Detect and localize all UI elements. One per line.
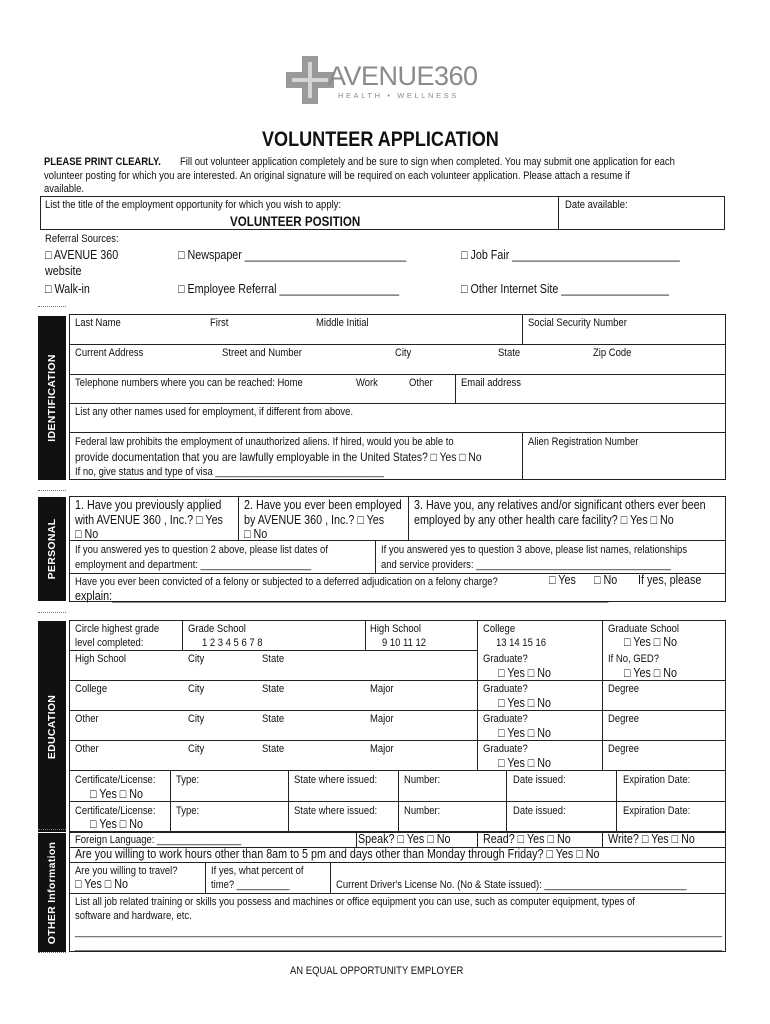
cert-1-state[interactable]: State where issued:	[294, 774, 378, 786]
q1-no-checkbox[interactable]: □ No	[75, 527, 99, 541]
zip-label: Zip Code	[593, 347, 632, 359]
high-school-numbers[interactable]: 9 10 11 12	[382, 637, 427, 649]
other-row-1-graduate: Graduate?	[483, 713, 528, 725]
first-name-label: First	[210, 317, 229, 329]
q1-line-1: 1. Have you previously applied	[75, 498, 222, 512]
email-field[interactable]: Email address	[461, 377, 521, 389]
other-row-1-label[interactable]: Other	[75, 713, 99, 725]
foreign-language-field[interactable]: Foreign Language: ________________	[75, 834, 242, 846]
federal-law-line-1: Federal law prohibits the employment of unauthorized aliens. If hired, would you be able to	[75, 436, 454, 448]
college-row-label[interactable]: College	[75, 683, 108, 695]
cert-1-type[interactable]: Type:	[176, 774, 200, 786]
q2-followup-field[interactable]: employment and department: _____________________	[75, 559, 312, 571]
cert-1-expiration[interactable]: Expiration Date:	[623, 774, 691, 786]
ssn-field[interactable]: Social Security Number	[528, 317, 627, 329]
training-label-2: software and hardware, etc.	[75, 910, 192, 922]
telephone-work-label: Work	[356, 377, 378, 389]
drivers-license-field[interactable]: Current Driver's License No. (No & State issued): ___________________________	[336, 879, 687, 891]
high-school-row-label[interactable]: High School	[75, 653, 127, 665]
personal-side-label: PERSONAL	[38, 497, 66, 601]
grade-school-numbers[interactable]: 1 2 3 4 5 6 7 8	[202, 637, 263, 649]
cert-2-yesno[interactable]: □ Yes □ No	[90, 817, 144, 831]
instructions-line-1: Fill out volunteer application completely and be sure to sign when completed. You may submit one application for each	[180, 156, 675, 168]
cert-2-number[interactable]: Number:	[404, 805, 441, 817]
other-row-1-degree: Degree	[608, 713, 640, 725]
college-numbers[interactable]: 13 14 15 16	[496, 637, 546, 649]
position-value[interactable]: VOLUNTEER POSITION	[230, 214, 361, 229]
high-school-state: State	[262, 653, 285, 665]
middle-initial-label: Middle Initial	[316, 317, 369, 329]
travel-percent-field[interactable]: time? __________	[211, 879, 290, 891]
cert-2-state[interactable]: State where issued:	[294, 805, 378, 817]
state-label: State	[498, 347, 521, 359]
grade-school-label: Grade School	[188, 623, 246, 635]
q2-yes-checkbox[interactable]: by AVENUE 360 , Inc.? □ Yes	[244, 513, 385, 527]
instructions-line-3: available.	[44, 183, 84, 195]
other-row-2-graduate-yesno[interactable]: □ Yes □ No	[498, 756, 552, 770]
cert-2-label: Certificate/License:	[75, 805, 156, 817]
graduate-school-yesno[interactable]: □ Yes □ No	[624, 635, 678, 649]
telephone-home-field[interactable]: Telephone numbers where you can be reached: Home	[75, 377, 303, 389]
q3-followup-field[interactable]: and service providers: _____________________________________	[381, 559, 671, 571]
logo	[286, 56, 486, 104]
page-title: VOLUNTEER APPLICATION	[262, 128, 499, 151]
other-row-1-major: Major	[370, 713, 394, 725]
city-label: City	[395, 347, 412, 359]
current-address-field[interactable]: Current Address	[75, 347, 144, 359]
referral-employee-checkbox[interactable]: □ Employee Referral ____________________	[178, 282, 400, 296]
education-side-label: EDUCATION	[38, 621, 66, 832]
training-line-1[interactable]: ___________________________________________________________________________________________________________________________	[75, 926, 723, 938]
other-names-field[interactable]: List any other names used for employment, if different from above.	[75, 406, 353, 418]
college-graduate-yesno[interactable]: □ Yes □ No	[498, 696, 552, 710]
other-row-2-degree: Degree	[608, 743, 640, 755]
felony-no-checkbox[interactable]: □ No	[594, 573, 618, 587]
other-row-2-city: City	[188, 743, 205, 755]
travel-percent-label: If yes, what percent of	[211, 865, 304, 877]
training-label-1: List all job related training or skills you possess and machines or office equipment you can use, such as computer equipment, types of	[75, 896, 635, 908]
identification-side-label: IDENTIFICATION	[38, 316, 66, 480]
college-graduate: Graduate?	[483, 683, 528, 695]
read-yesno[interactable]: Read? □ Yes □ No	[483, 832, 571, 846]
q2-followup-line-1: If you answered yes to question 2 above, please list dates of	[75, 544, 328, 556]
other-row-2-state: State	[262, 743, 285, 755]
other-info-side-label: OTHER Information	[38, 833, 66, 952]
other-row-1-graduate-yesno[interactable]: □ Yes □ No	[498, 726, 552, 740]
felony-if-yes: If yes, please	[638, 573, 702, 587]
q2-line-1: 2. Have you ever been employed	[244, 498, 402, 512]
q2-no-checkbox[interactable]: □ No	[244, 527, 268, 541]
referral-label: Referral Sources:	[45, 233, 119, 245]
travel-yesno[interactable]: □ Yes □ No	[75, 877, 129, 891]
high-school-city: City	[188, 653, 205, 665]
other-row-1-state: State	[262, 713, 285, 725]
cross-icon	[286, 56, 334, 104]
telephone-other-label: Other	[409, 377, 433, 389]
speak-yesno[interactable]: Speak? □ Yes □ No	[358, 832, 451, 846]
college-major: Major	[370, 683, 394, 695]
federal-law-line-2[interactable]: provide documentation that you are lawfully employable in the United States? □ Yes □ No	[75, 450, 482, 464]
q3-followup-line-1: If you answered yes to question 3 above, please list names, relationships	[381, 544, 688, 556]
position-title-label: List the title of the employment opportunity for which you wish to apply:	[45, 199, 342, 211]
referral-jobfair-checkbox[interactable]: □ Job Fair ____________________________	[461, 248, 680, 262]
high-school-header: High School	[370, 623, 422, 635]
training-line-2[interactable]: ___________________________________________________________________________________________________________________________	[75, 940, 723, 952]
instructions-bold: PLEASE PRINT CLEARLY.	[44, 156, 161, 168]
date-available-field[interactable]: Date available:	[565, 199, 628, 211]
other-row-2-major: Major	[370, 743, 394, 755]
other-row-2-graduate: Graduate?	[483, 743, 528, 755]
cert-1-number[interactable]: Number:	[404, 774, 441, 786]
other-row-1-city: City	[188, 713, 205, 725]
q3-yesno-checkbox[interactable]: employed by any other health care facility? □ Yes □ No	[414, 513, 674, 527]
referral-newspaper-checkbox[interactable]: □ Newspaper ___________________________	[178, 248, 407, 262]
last-name-field[interactable]: Last Name	[75, 317, 121, 329]
cert-1-date[interactable]: Date issued:	[513, 774, 566, 786]
other-row-2-label[interactable]: Other	[75, 743, 99, 755]
visa-status-field[interactable]: If no, give status and type of visa ________________________________	[75, 466, 384, 478]
ged-yesno[interactable]: □ Yes □ No	[624, 666, 678, 680]
circle-grade-label-1: Circle highest grade	[75, 623, 160, 635]
felony-question: Have you ever been convicted of a felony or subjected to a deferred adjudication on a felony charge?	[75, 576, 498, 588]
write-yesno[interactable]: Write? □ Yes □ No	[608, 832, 695, 846]
high-school-graduate-yesno[interactable]: □ Yes □ No	[498, 666, 552, 680]
alien-registration-field[interactable]: Alien Registration Number	[528, 436, 639, 448]
felony-yes-checkbox[interactable]: □ Yes	[549, 573, 576, 587]
cert-2-type[interactable]: Type:	[176, 805, 200, 817]
felony-explain-field[interactable]: explain:___________________________________________________________________________________	[75, 589, 609, 603]
logo-tagline: HEALTH • WELLNESS	[338, 91, 459, 100]
college-state: State	[262, 683, 285, 695]
referral-walkin-checkbox[interactable]: □ Walk-in	[45, 282, 90, 296]
college-city: City	[188, 683, 205, 695]
graduate-school-header: Graduate School	[608, 623, 680, 635]
q3-line-1: 3. Have you, any relatives and/or significant others ever been	[414, 498, 706, 512]
cert-2-expiration[interactable]: Expiration Date:	[623, 805, 691, 817]
travel-question: Are you willing to travel?	[75, 865, 178, 877]
ged-label: If No, GED?	[608, 653, 659, 665]
instructions-line-2: volunteer posting for which you are interested. An original signature will be required on each volunteer application. Please attach a resume if	[44, 170, 630, 182]
cert-1-label: Certificate/License:	[75, 774, 156, 786]
cert-2-date[interactable]: Date issued:	[513, 805, 566, 817]
referral-avenue-checkbox[interactable]: □ AVENUE 360	[45, 248, 119, 262]
college-degree: Degree	[608, 683, 640, 695]
work-hours-question[interactable]: Are you willing to work hours other than 8am to 5 pm and days other than Monday through Friday? □ Yes □ No	[75, 847, 600, 861]
logo-brand: AVENUE360	[328, 61, 478, 91]
referral-avenue-website: website	[45, 264, 82, 278]
q1-yes-checkbox[interactable]: with AVENUE 360 , Inc.? □ Yes	[75, 513, 223, 527]
footer-equal-opportunity: AN EQUAL OPPORTUNITY EMPLOYER	[290, 965, 464, 977]
high-school-graduate: Graduate?	[483, 653, 528, 665]
cert-1-yesno[interactable]: □ Yes □ No	[90, 787, 144, 801]
referral-internet-checkbox[interactable]: □ Other Internet Site __________________	[461, 282, 669, 296]
street-label: Street and Number	[222, 347, 302, 359]
college-header: College	[483, 623, 516, 635]
circle-grade-label-2: level completed:	[75, 637, 144, 649]
